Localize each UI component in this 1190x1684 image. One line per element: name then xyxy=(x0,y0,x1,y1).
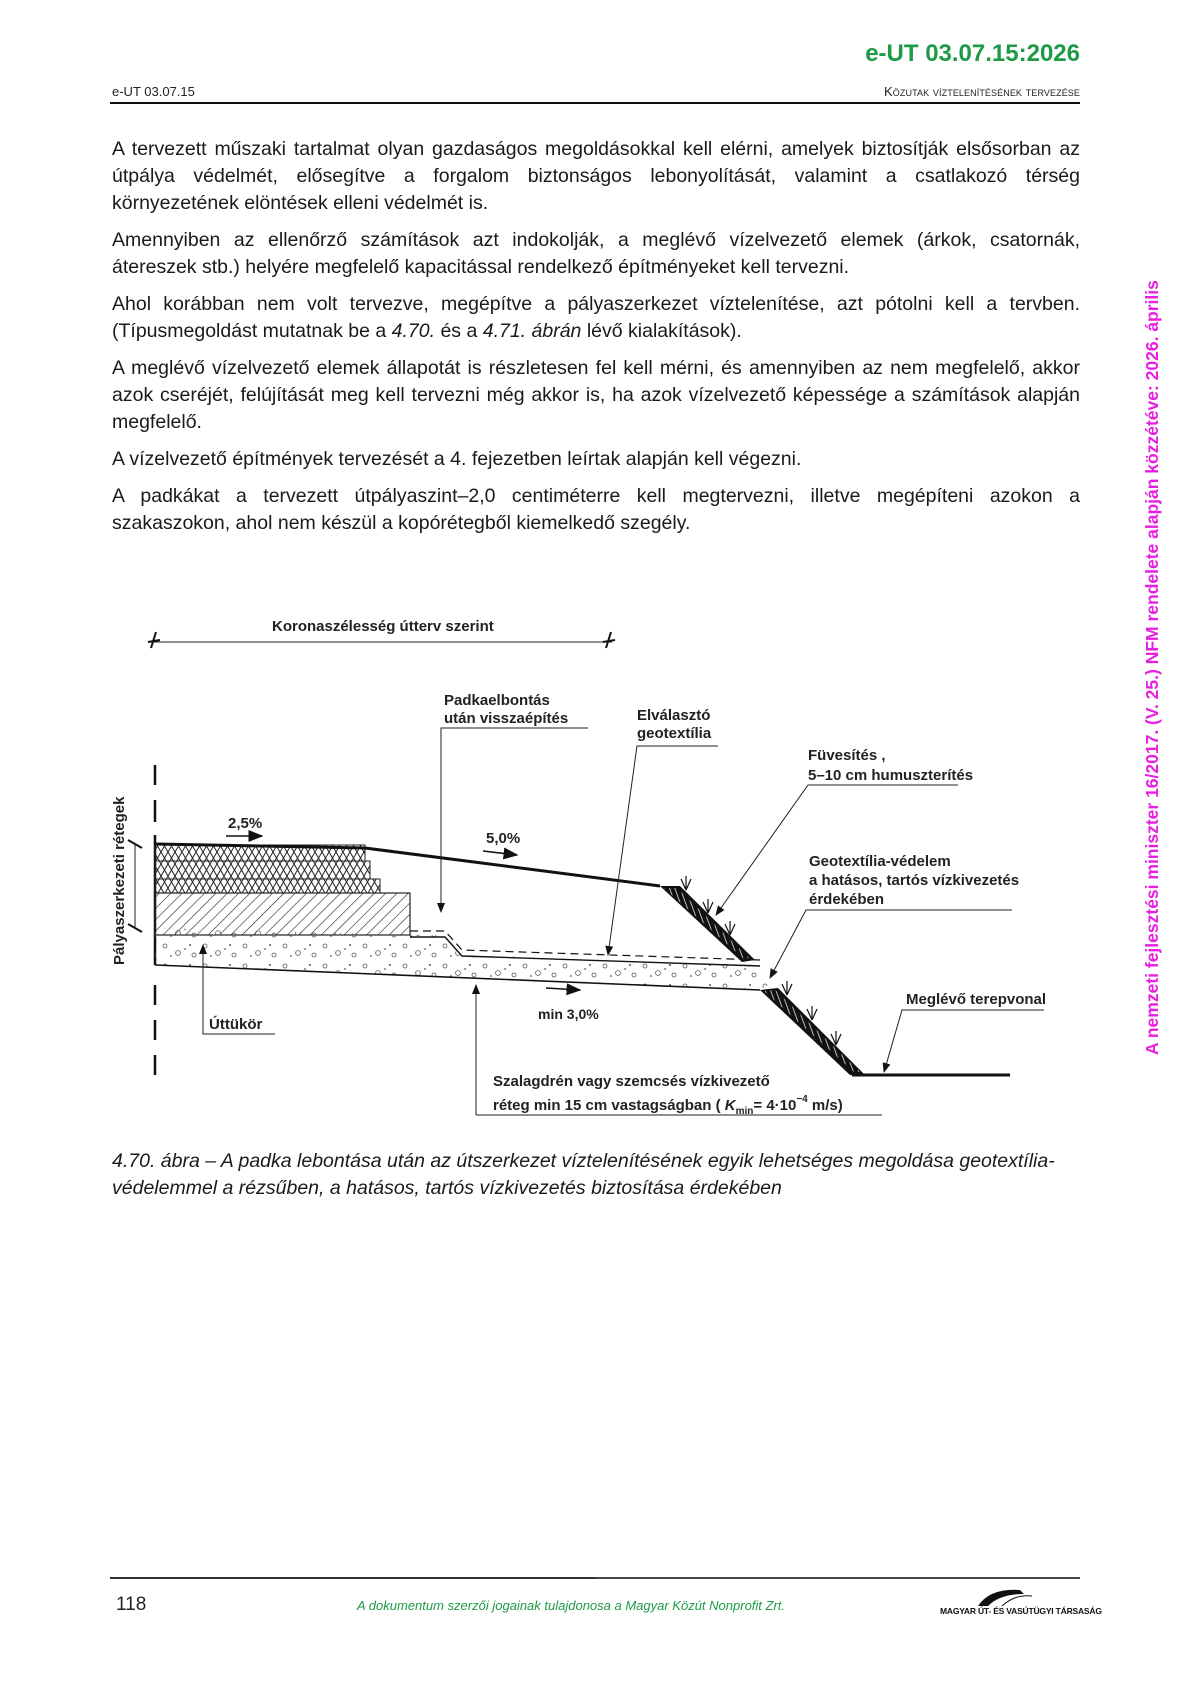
paragraph-text: lévő kialakítások). xyxy=(581,320,742,342)
footer-divider xyxy=(110,1577,1080,1579)
cross-section-diagram xyxy=(100,610,1080,1130)
layers-label: Pályaszerkezeti rétegek xyxy=(111,796,128,965)
svg-text:érdekében: érdekében xyxy=(809,891,885,908)
figure-caption: 4.70. ábra – A padka lebontása után az útszerkezet víztelenítésének egyik lehetséges megoldása geotextília-védelemmel a rézsűben, a hatásos, tartós vízkivezetés biztosítása érdekében xyxy=(112,1150,1055,1199)
body-text xyxy=(112,136,1080,547)
publisher-name: MAGYAR ÚT- ÉS VASÚTÜGYI TÁRSASÁG xyxy=(940,1606,1102,1616)
existing-terrain-label: Meglévő terepvonal xyxy=(906,991,1047,1008)
paragraph: A vízelvezető építmények tervezését a 4. fejezetben leírtak alapján kell végezni. xyxy=(112,448,802,470)
slope-label: min 3,0% xyxy=(538,1006,599,1022)
page-number: 118 xyxy=(116,1594,147,1615)
svg-text:után visszaépítés: után visszaépítés xyxy=(444,710,569,727)
paragraph: A meglévő vízelvezető elemek állapotát is részletesen fel kell mérni, és amennyiben az nem megfelelő, akkor azok cseréjét, felújítását meg kell tervezni még akkor is, ha azok vízelvezető képessége a számítások alapján megfelelő. xyxy=(112,357,1080,433)
geotextile-protection-label: Geotextília-védelem xyxy=(809,853,951,870)
header-left: e-UT 03.07.15 xyxy=(112,84,195,99)
paragraph: Amennyiben az ellenőrző számítások azt indokolják, a meglévő vízelvezető elemek (árkok, csatornák, átereszek stb.) helyére megfelelő kapacitással rendelkező építményeket kell tervezni. xyxy=(112,229,1080,278)
figure-ref: 4.70. xyxy=(391,320,436,342)
paragraph-text: és a xyxy=(435,320,483,342)
shoulder-rebuild-label: Padkaelbontás xyxy=(444,692,550,709)
figure-ref: 4.71. ábrán xyxy=(482,320,582,342)
slope-label: 2,5% xyxy=(228,815,263,832)
svg-text:a hatásos, tartós vízkivezetés: a hatásos, tartós vízkivezetés xyxy=(809,872,1020,889)
slope-label: 5,0% xyxy=(486,830,521,847)
grassing-label: Füvesítés , xyxy=(808,747,886,764)
logo-icon xyxy=(940,1588,1090,1608)
separating-geotextile-label: Elválasztó xyxy=(637,707,711,724)
paragraph: A padkákat a tervezett útpályaszint–2,0 centiméterre kell megtervezni, illetve megépíteni azokon a szakaszokon, ahol nem készül a kopórétegből kiemelkedő szegély. xyxy=(112,485,1080,534)
publisher-logo xyxy=(940,1588,1102,1624)
drain-label-line1: Szalagdrén vagy szemcsés vízkivezető xyxy=(493,1073,770,1090)
svg-text:5–10 cm humuszterítés: 5–10 cm humuszterítés xyxy=(808,767,974,784)
paragraph-text: Ahol korábban nem volt tervezve, megépítve a pályaszerkezet víztelenítése, azt pótolni kell a tervben. (Típusmegoldást mutatnak be a xyxy=(112,293,1080,342)
header-divider xyxy=(110,102,1080,104)
paragraph xyxy=(112,291,1080,345)
document-code: e-UT 03.07.15:2026 xyxy=(865,40,1080,67)
dimension-label: Koronaszélesség útterv szerint xyxy=(272,618,494,635)
paragraph: A tervezett műszaki tartalmat olyan gazdaságos megoldásokkal kell elérni, amelyek biztosítják elsősorban az útpálya védelmét, elősegítve a forgalom biztonságos lebonyolítását, valamint a csatlakozó térség környezetének elöntések elleni védelmét is. xyxy=(112,138,1080,214)
header-title: Közutak víztelenítésének tervezése xyxy=(884,84,1080,99)
svg-text:geotextília: geotextília xyxy=(637,725,712,742)
copyright-notice: A dokumentum szerzői jogainak tulajdonosa a Magyar Közút Nonprofit Zrt. xyxy=(357,1598,786,1613)
publication-note: A nemzeti fejlesztési miniszter 16/2017. (V. 25.) NFM rendelete alapján közzétéve: 2026. április xyxy=(1142,280,1162,1055)
drain-label-line2: réteg min 15 cm vastagságban ( $K_{min}= 4\cdot 10^{-4}$ m/s) xyxy=(493,1094,843,1117)
subgrade-label: Úttükör xyxy=(209,1016,263,1033)
